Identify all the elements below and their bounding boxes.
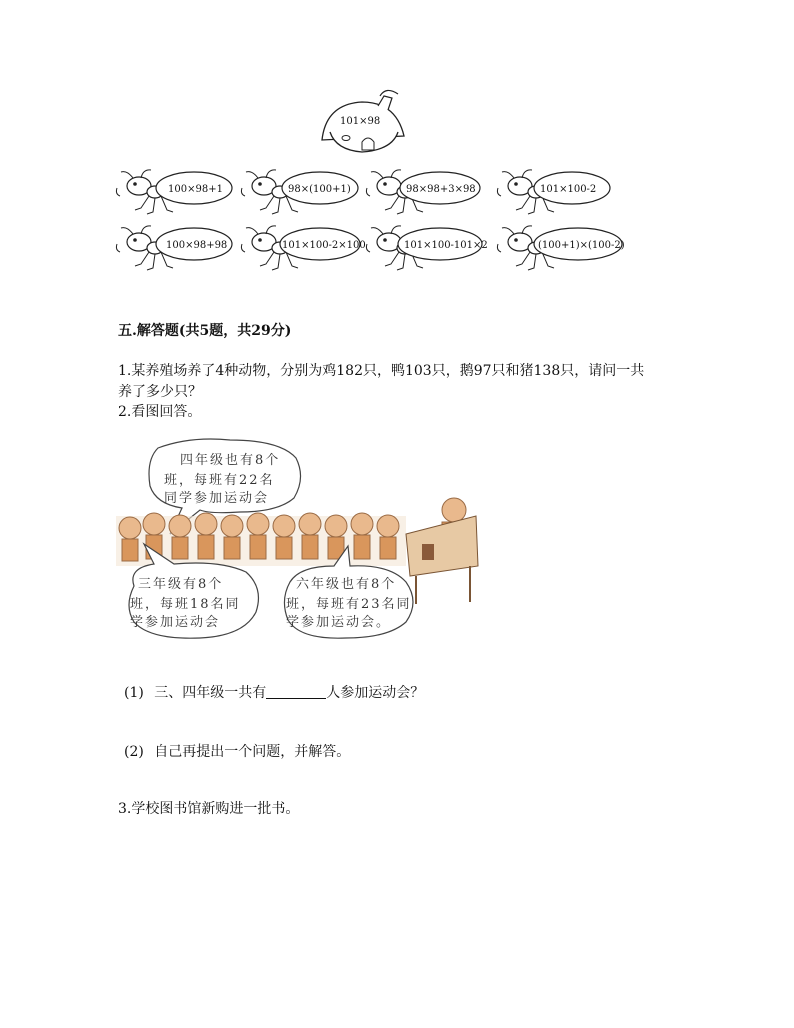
svg-text:学参加运动会。: 学参加运动会。 bbox=[286, 615, 392, 630]
mushroom-house bbox=[322, 90, 404, 152]
question-3-title: 3.学校图书馆新购进一批书。 bbox=[118, 801, 300, 817]
sports-meet-illustration bbox=[110, 436, 490, 648]
question-2-title: 2.看图回答。 bbox=[118, 404, 202, 420]
svg-text:三年级有8个: 三年级有8个 bbox=[138, 577, 224, 592]
ant-expression: 100×98+98 bbox=[166, 240, 228, 251]
ant-matching-illustration bbox=[0, 0, 794, 290]
answer-blank[interactable] bbox=[266, 684, 326, 699]
ant-expression: 101×100-101×2 bbox=[404, 240, 488, 251]
svg-text:学参加运动会: 学参加运动会 bbox=[130, 615, 221, 630]
ant-expression: 101×100-2 bbox=[540, 184, 597, 195]
svg-text:六年级也有8个: 六年级也有8个 bbox=[296, 577, 397, 592]
question-1-line-1: 1.某养殖场养了4种动物，分别为鸡182只，鸭103只，鹅97只和猪138只，请问一共 bbox=[118, 363, 645, 379]
ant-row-1 bbox=[116, 170, 610, 214]
ant-expression: 98×(100+1) bbox=[288, 184, 351, 195]
ant-expression: 101×100-2×100 bbox=[282, 240, 366, 251]
question-2-sub-1: (1) 三、四年级一共有 人参加运动会？ bbox=[124, 685, 425, 701]
ant-expression: (100+1)×(100-2) bbox=[538, 240, 625, 251]
ant-expression: 98×98+3×98 bbox=[406, 184, 476, 195]
svg-text:四年级也有8个: 四年级也有8个 bbox=[180, 453, 281, 468]
question-1-line-2: 养了多少只？ bbox=[118, 384, 202, 400]
ant-row-2 bbox=[116, 226, 624, 270]
svg-text:班，每班18名同: 班，每班18名同 bbox=[130, 597, 241, 612]
section-title: 五.解答题(共5题，共29分) bbox=[118, 323, 292, 339]
question-2-sub-2: (2) 自己再提出一个问题，并解答。 bbox=[124, 744, 351, 760]
svg-text:班，每班有23名同: 班，每班有23名同 bbox=[286, 597, 412, 612]
ant-expression: 100×98+1 bbox=[168, 184, 223, 195]
mushroom-expression: 101×98 bbox=[340, 116, 381, 127]
svg-text:同学参加运动会: 同学参加运动会 bbox=[164, 491, 270, 506]
svg-text:班，每班有22名: 班，每班有22名 bbox=[164, 473, 275, 488]
